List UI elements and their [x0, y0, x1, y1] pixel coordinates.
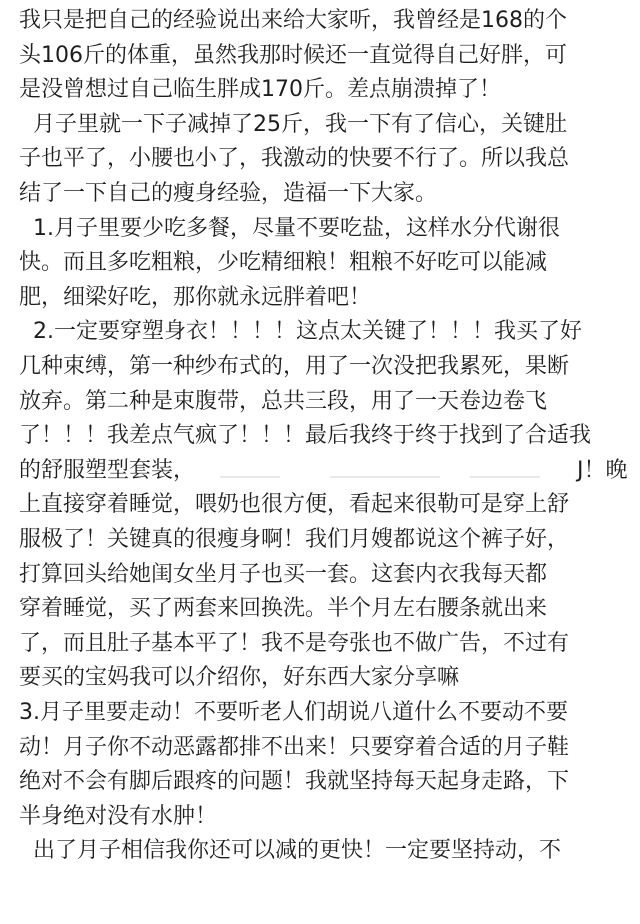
paragraph-line: 穿着睡觉，买了两套来回换洗。半个月左右腰条就出来 [19, 596, 548, 622]
paragraph-line: 半身绝对没有水肿！ [19, 803, 218, 829]
paragraph-line: 绝对不会有脚后跟疼的问题！我就坚持每天起身走路，下 [19, 769, 570, 795]
list-item-line: 2.一定要穿塑身衣！！！！这点太关键了！！！我买了好 [33, 319, 582, 345]
paragraph-line: 结了一下自己的瘦身经验，造福一下大家。 [19, 181, 438, 206]
list-item-line: 3.月子里要走动！不要听老人们胡说八道什么不要动不要 [19, 700, 568, 725]
list-item-line: 1.月子里要少吃多餐，尽量不要吃盐，这样水分代谢很 [33, 215, 560, 241]
paragraph-line: 的舒服塑型套装， [19, 457, 196, 483]
paragraph-line: 子也平了，小腰也小了，我激动的快要不行了。所以我总 [19, 146, 570, 172]
paragraph-line: 肥，细梁好吃，那你就永远胖着吧！ [19, 284, 372, 310]
paragraph-line: 几种束缚，第一种纱布式的，用了一次没把我累死，果断 [19, 354, 570, 379]
paragraph-line: 上直接穿着睡觉，喂奶也很方便，看起来很勒可是穿上舒 [19, 492, 570, 518]
paragraph-line: 了，而且肚子基本平了！我不是夸张也不做广告，不过有 [19, 630, 570, 656]
paragraph-line: 快。而且多吃粗粮，少吃精细粮！粗粮不好吃可以能减 [19, 250, 548, 276]
paragraph-line: 头106斤的体重，虽然我那时候还一直觉得自己好胖，可 [19, 42, 567, 68]
paragraph-line: 服极了！关键真的很瘦身啊！我们月嫂都说这个裤子好， [19, 527, 570, 552]
paragraph-line: 是没曾想过自己临生胖成170斤。差点崩溃掉了！ [19, 77, 501, 103]
paragraph-line: 打算回头给她闺女坐月子也买一套。这套内衣我每天都 [19, 561, 548, 587]
paragraph-line: J！晚 [577, 457, 628, 483]
paragraph-line: 要买的宝妈我可以介绍你，好东西大家分享嘛 [19, 665, 460, 691]
paragraph-line: 我只是把自己的经验说出来给大家听，我曾经是168的个 [19, 8, 567, 33]
paragraph-line: 出了月子相信我你还可以减的更快！一定要坚持动，不 [33, 838, 562, 864]
paragraph-line: 了！！！我差点气疯了！！！最后我终于终于找到了合适我 [19, 423, 592, 449]
paragraph-line: 放弃。第二种是束腹带，总共三段，用了一天卷边卷飞 [19, 388, 548, 414]
redacted-area [210, 454, 575, 488]
paragraph-line: 月子里就一下子减掉了25斤，我一下有了信心，关键肚 [33, 111, 567, 137]
paragraph-line: 动！月子你不动恶露都排不出来！只要穿着合适的月子鞋 [19, 734, 570, 760]
